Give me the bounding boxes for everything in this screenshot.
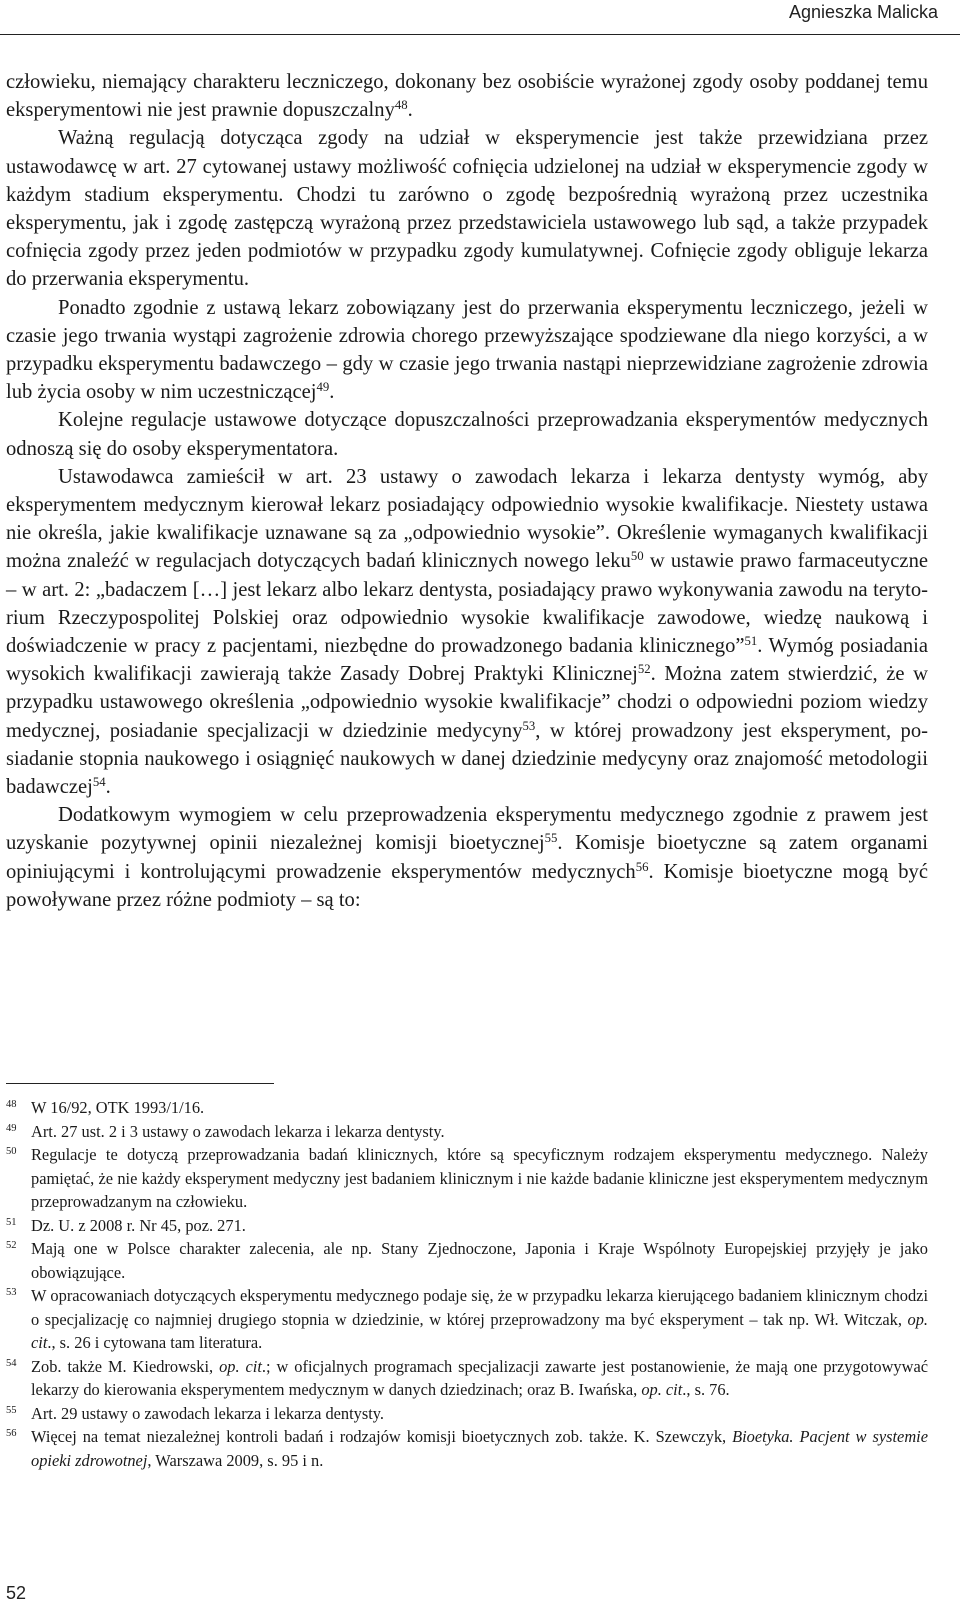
body-paragraph: [6, 68, 928, 124]
footnote-number: 52: [6, 1240, 17, 1251]
text-run: Ponadto zgodnie z ustawą lekarz zobowiązany jest do przerwania eksperymentu leczniczego, jeżeli w czasie jego trwania wystąpi zagrożenie zdrowia chorego przewyższające spodziewane dla niego korzyści, a w przypadku eksperymentu badawczego – gdy w czasie jego trwania nastąpi nieprzewidziane zagrożenie zdrowia lub życia osoby w nim uczestniczącej: [6, 296, 928, 404]
text-run: Dodatkowym wymogiem w celu przeprowadzenia eksperymentu medycznego zgodnie z prawem jest uzyskanie pozytywnej opinii niezależnej komisji bioetycznej: [6, 804, 928, 855]
text-run: w ustawie prawo farmaceutyczne – w art. 2: „badaczem […] jest lekarz albo lekarz dentysta, posiadający prawo wykonywania zawodu na terytorium Rzeczypospolitej Polskiej oraz odpowiednio wysokie kwalifikacje zawodowe, wiedzę naukową i doświadczenie w pracy z pacjentami, niezbędne do prowadzonego badania klinicznego”: [6, 550, 929, 658]
body-text: [6, 68, 928, 914]
text-run: . Komisje bioetyczne mogą być powoływane przez różne podmioty – są to:: [6, 860, 928, 911]
footnote-number: 50: [6, 1146, 17, 1157]
text-run: Mają one w Polsce charakter zalecenia, ale np. Stany Zjednoczone, Japonia i Kraje Wspólnoty Europejskiej przyjęły je jako obowiązujące.: [31, 1239, 928, 1282]
header-rule: [0, 34, 960, 35]
footnote: [6, 1096, 928, 1120]
footnote-reference: 55: [544, 831, 558, 846]
footnote: [6, 1214, 928, 1238]
body-paragraph: [6, 124, 928, 293]
footnote-reference: 53: [522, 718, 536, 733]
body-paragraph: [6, 463, 928, 801]
text-run: Kolejne regulacje ustawowe dotyczące dopuszczalności przeprowadzania eksperymentów medycznych odnoszą się do osoby eksperymentatora.: [6, 409, 928, 460]
italic-text: op. cit: [641, 1380, 683, 1399]
footnote-number: 51: [6, 1216, 17, 1228]
body-paragraph: [6, 294, 928, 407]
text-run: człowieku, niemający charakteru leczniczego, dokonany bez osobiście wyrażonej zgody osoby poddanej temu eksperymentowi nie jest prawnie dopuszczalny: [6, 71, 928, 122]
footnote-number: 54: [6, 1357, 17, 1369]
footnote-reference: 54: [92, 775, 106, 790]
text-run: . Wymóg posiadania wysokich kwalifikacji zawierają także Zasady Dobrej Praktyki Klinicznej: [6, 635, 929, 686]
text-run: Art. 27 ust. 2 i 3 ustawy o zawodach lekarza i lekarza dentysty.: [31, 1121, 445, 1141]
page-number: 52: [6, 1583, 27, 1603]
footnote-number: 53: [6, 1287, 17, 1298]
footnote-number: 48: [6, 1099, 17, 1110]
text-run: Zob. także M. Kiedrowski,: [31, 1356, 220, 1376]
text-run: Ważną regulacją dotycząca zgody na udział w eksperymencie jest także przewidziana przez ustawodawcę w art. 27 cytowanej ustawy możliwość cofnięcia udzielonej na udział w eksperymencie zgody w każdym stadium eksperymentu. Chodzi tu zarówno o zgodę bezpośrednią wyrażoną przez uczestnika eksperymentu, jak i zgodę zastępczą wyrażoną przez przedstawiciela ustawowego lub sąd, a także przypadek cofnięcia zgody przez jeden podmiotów w przypadku zgody kumulatywnej. Cofnięcie zgody obliguje lekarza do przerwania eksperymentu.: [6, 127, 928, 291]
footnote-number: 56: [6, 1428, 17, 1439]
text-run: , w której prowadzony jest eksperyment, posiadanie stopnia naukowego i osiągnięć naukowych w danej dziedzinie medycyny oraz znajomość metodologii badawczej: [6, 719, 928, 799]
footnote: [6, 1237, 928, 1284]
footnotes: [6, 1096, 928, 1472]
text-run: .: [105, 776, 111, 799]
text-run: Dz. U. z 2008 r. Nr 45, poz. 271.: [31, 1215, 246, 1235]
footnote: [6, 1425, 928, 1472]
text-run: W opracowaniach dotyczących eksperymentu medycznego podaje się, że w przypadku lekarza kierującego badaniem klinicznym chodzi o specjalizację co najmniej drugiego stopnia w dziedzinie, w której przeprowadzony ma być eksperyment – tak np. Wł. Witczak,: [31, 1286, 928, 1329]
italic-text: Bioetyka. Pacjent w systemie opieki zdrowotnej: [31, 1427, 928, 1470]
text-run: .: [407, 99, 413, 122]
italic-text: op. cit: [31, 1309, 928, 1352]
body-paragraph: [6, 801, 928, 914]
text-run: Więcej na temat niezależnej kontroli badań i rodzajów komisji bioetycznych zob. także. K. Szewczyk,: [31, 1427, 733, 1446]
text-run: . Komisje bioetyczne są zatem organami opiniującymi i kontrolującymi prowadzenie eksperymentów medycznych: [6, 832, 928, 883]
text-run: . Można zatem stwierdzić, że w przypadku ustawowego określenia „odpowiednio wysokie kwalifikacje” chodzi o odpowiedni poziom wiedzy medycznej, posiadanie specjalizacji w dziedzinie medycyny: [6, 663, 929, 742]
text-run: Ustawodawca zamieścił w art. 23 ustawy o zawodach lekarza i lekarza dentysty wymóg, aby eksperymentem medycznym kierował lekarz posiadający odpowiednio wysokie kwalifikacje. Niestety ustawa nie określa, jakie kwalifikacje uznawane są za „odpowiednio wysokie”. Określenie wymaganych kwalifikacji można znaleźć w regulacjach dotyczących badań klinicznych nowego leku: [6, 465, 928, 573]
footnote-reference: 56: [635, 859, 649, 874]
text-run: , Warszawa 2009, s. 95 i n.: [147, 1450, 324, 1470]
footnote-number: 49: [6, 1122, 17, 1134]
text-run: Art. 29 ustawy o zawodach lekarza i lekarza dentysty.: [31, 1403, 385, 1423]
footnote-reference: 50: [630, 549, 644, 564]
footnote-reference: 48: [394, 98, 408, 113]
text-run: ., s. 76.: [682, 1380, 730, 1399]
footnote-reference: 51: [744, 634, 758, 649]
footnote-reference: 52: [637, 662, 651, 677]
footnote: [6, 1284, 928, 1355]
text-run: .; w oficjalnych programach specjalizacji zawarte jest postanowienie, że mają one przygotowywać lekarzy do kierowania eksperymentem medycznym w danych dziedzinach; oraz B. Iwańska,: [31, 1356, 929, 1399]
footnote-separator: [6, 1083, 274, 1084]
text-run: Regulacje te dotyczą przeprowadzania badań klinicznych, które są specyficznym rodzajem eksperymentu medycznego. Należy pamiętać, że nie każdy eksperyment medyczny jest badaniem klinicznym i nie każde badanie kliniczne jest eksperymentem medycznym przeprowadzanym na człowieku.: [31, 1145, 928, 1211]
body-paragraph: [6, 406, 928, 462]
text-run: W 16/92, OTK 1993/1/16.: [31, 1098, 205, 1117]
italic-text: op. cit: [219, 1356, 262, 1376]
footnote: [6, 1120, 928, 1144]
footnote-number: 55: [6, 1404, 17, 1416]
footnote: [6, 1143, 928, 1214]
text-run: .: [329, 381, 335, 404]
footnote-reference: 49: [316, 380, 330, 395]
footnote: [6, 1402, 928, 1426]
footnote: [6, 1355, 928, 1402]
running-head: Agnieszka Malicka: [788, 2, 938, 22]
text-run: ., s. 26 i cytowana tam literatura.: [47, 1333, 263, 1352]
